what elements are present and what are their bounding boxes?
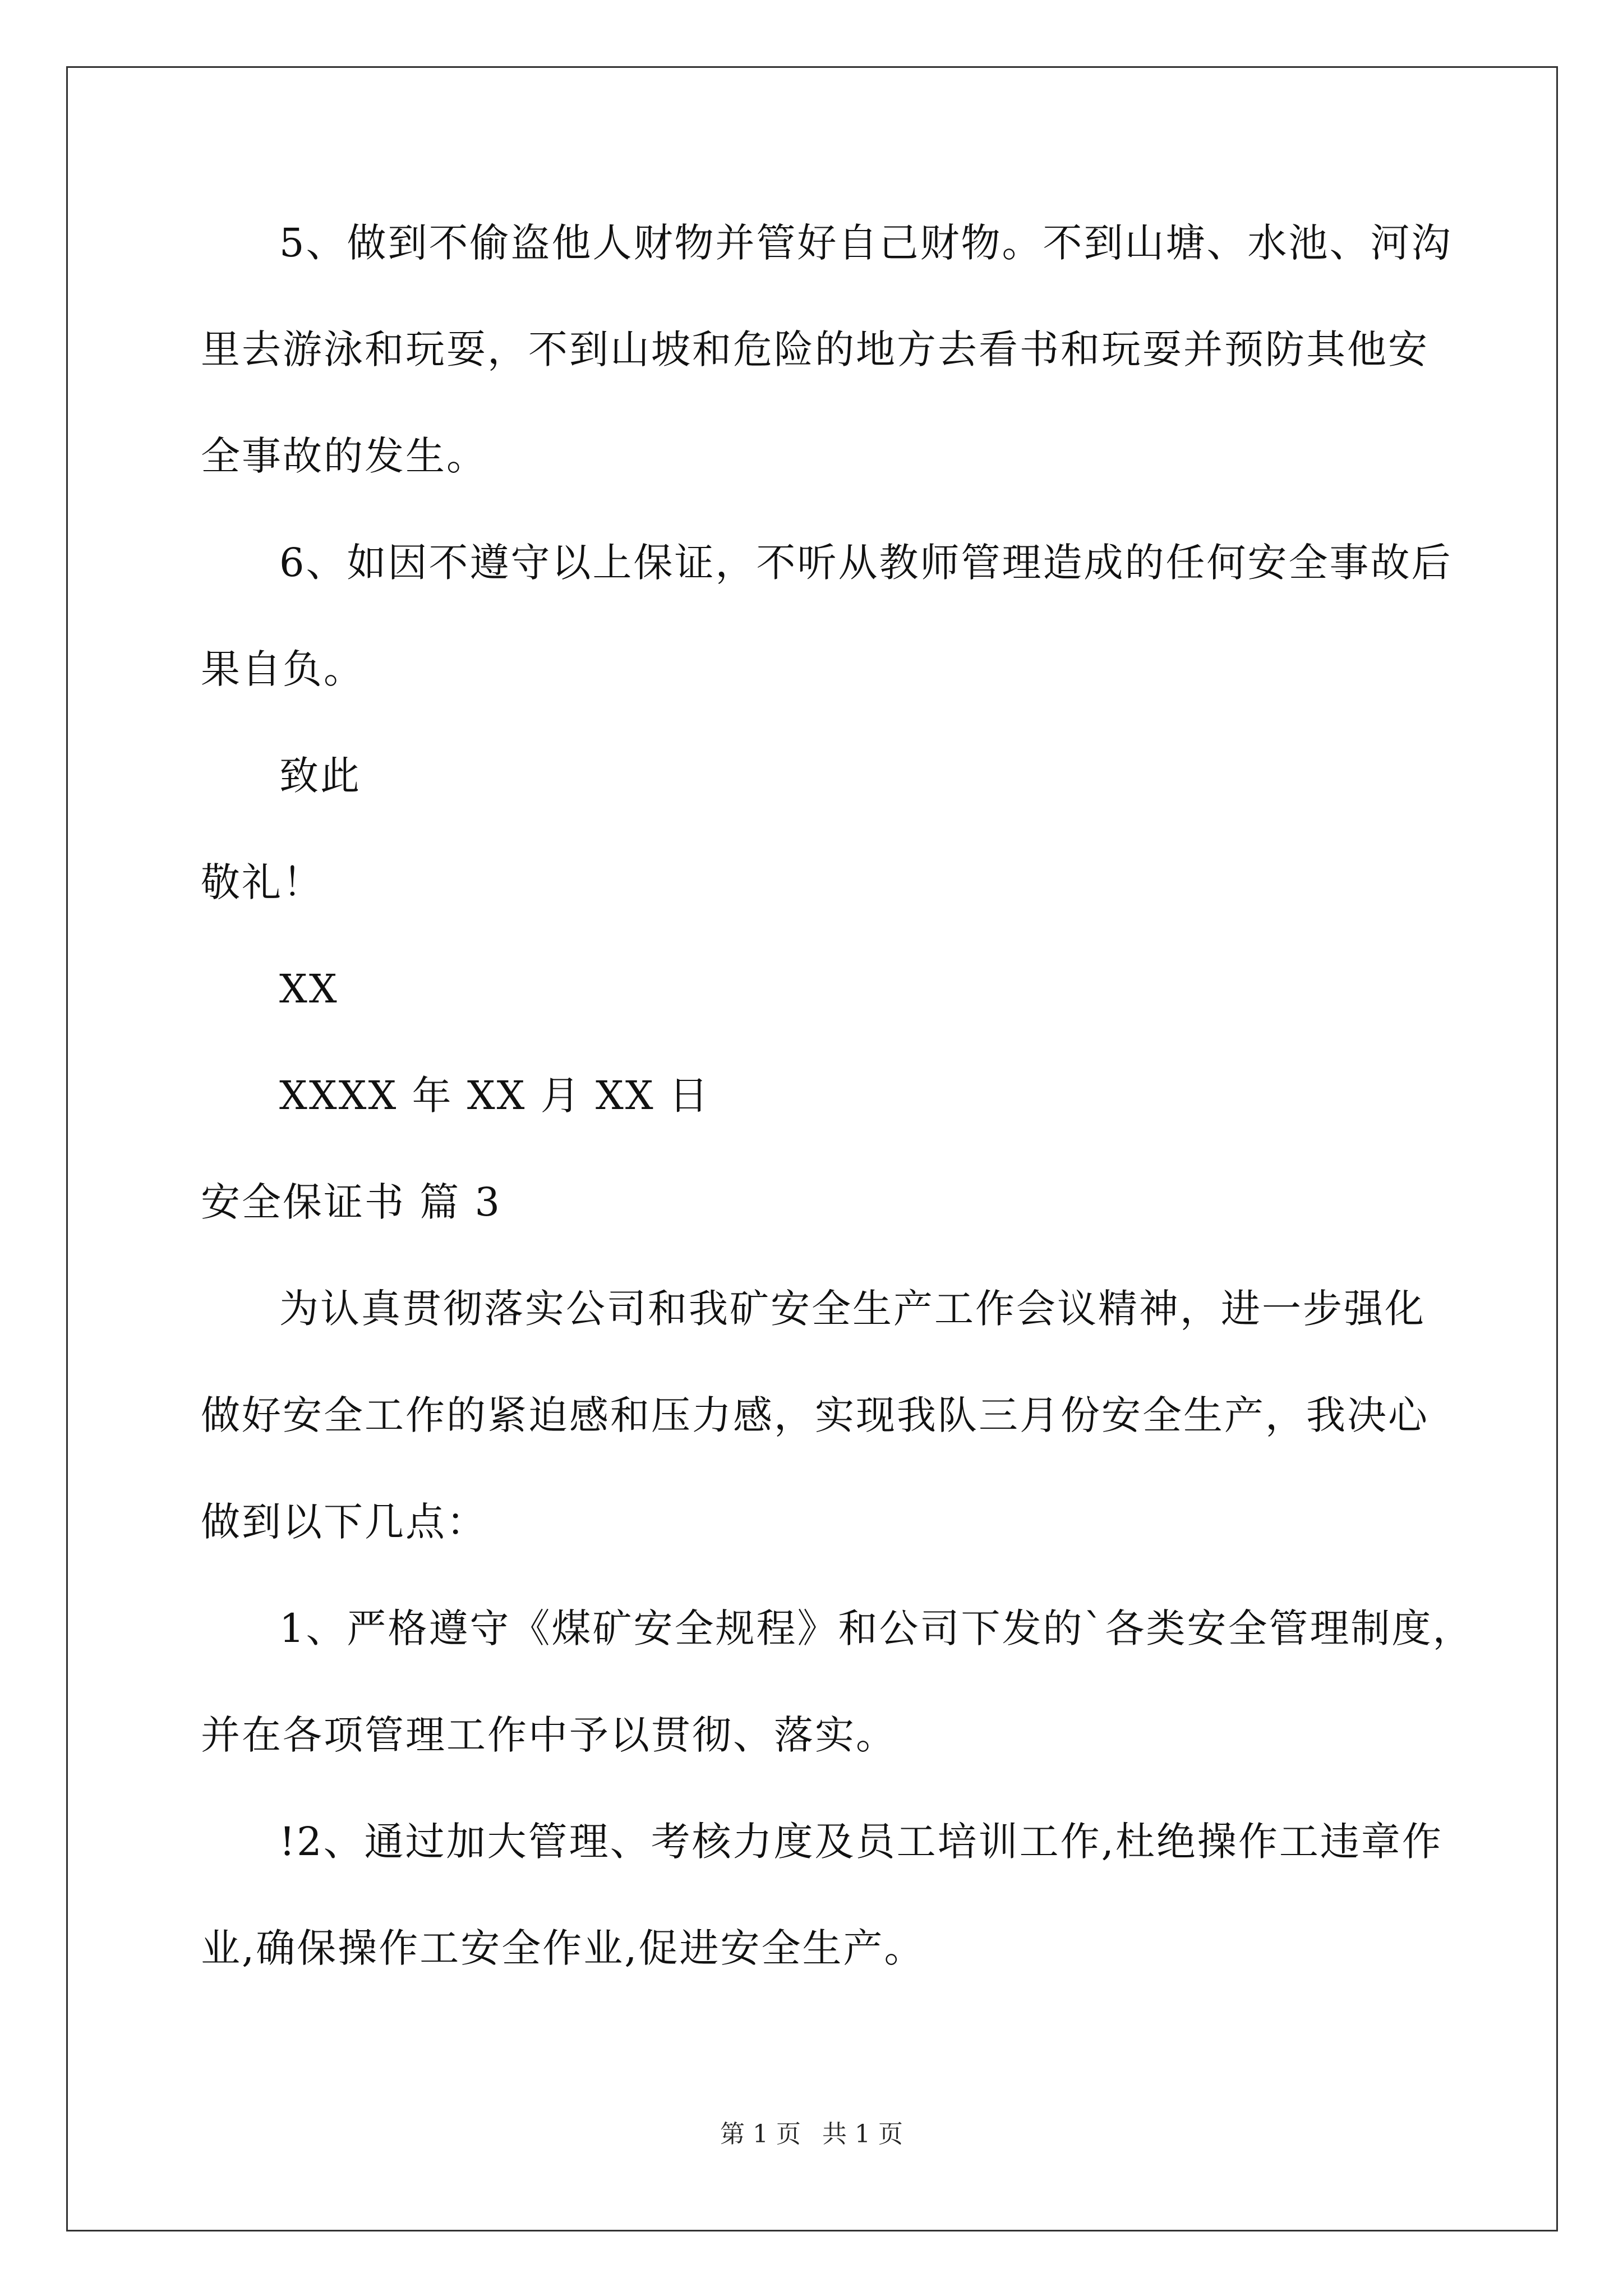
page-border bbox=[66, 66, 1558, 2231]
page-footer bbox=[0, 2118, 1623, 2151]
paragraph-6-line-2: 果自负。 bbox=[201, 646, 365, 692]
intro-line-3: 做到以下几点： bbox=[201, 1499, 487, 1545]
item-2-line-1: !2、通过加大管理、考核力度及员工培训工作,杜绝操作工违章作 bbox=[279, 1819, 1443, 1865]
paragraph-5-line-2: 里去游泳和玩耍，不到山坡和危险的地方去看书和玩耍并预防其他安 bbox=[201, 326, 1429, 372]
salute-text: 敬礼！ bbox=[201, 859, 324, 905]
intro-line-2: 做好安全工作的紧迫感和压力感，实现我队三月份安全生产，我决心 bbox=[201, 1392, 1429, 1438]
section-title: 安全保证书 篇 3 bbox=[201, 1179, 502, 1225]
page-number-current: 第 1 页 bbox=[720, 2120, 801, 2148]
item-2-line-2: 业,确保操作工安全作业,促进安全生产。 bbox=[201, 1925, 925, 1971]
item-1-line-2: 并在各项管理工作中予以贯彻、落实。 bbox=[201, 1712, 897, 1758]
signature-text: XX bbox=[279, 966, 339, 1012]
date-text: XXXX 年 XX 月 XX 日 bbox=[279, 1073, 710, 1119]
item-1-line-1: 1、严格遵守《煤矿安全规程》和公司下发的`各类安全管理制度， bbox=[279, 1605, 1474, 1651]
paragraph-5-line-1: 5、做到不偷盗他人财物并管好自己财物。不到山塘、水池、河沟 bbox=[279, 220, 1453, 266]
page-number-total: 共 1 页 bbox=[822, 2120, 903, 2148]
paragraph-5-line-3: 全事故的发生。 bbox=[201, 433, 487, 479]
paragraph-6-line-1: 6、如因不遵守以上保证，不听从教师管理造成的任何安全事故后 bbox=[279, 540, 1453, 586]
closing-text: 致此 bbox=[279, 753, 361, 799]
intro-line-1: 为认真贯彻落实公司和我矿安全生产工作会议精神，进一步强化 bbox=[279, 1286, 1426, 1332]
